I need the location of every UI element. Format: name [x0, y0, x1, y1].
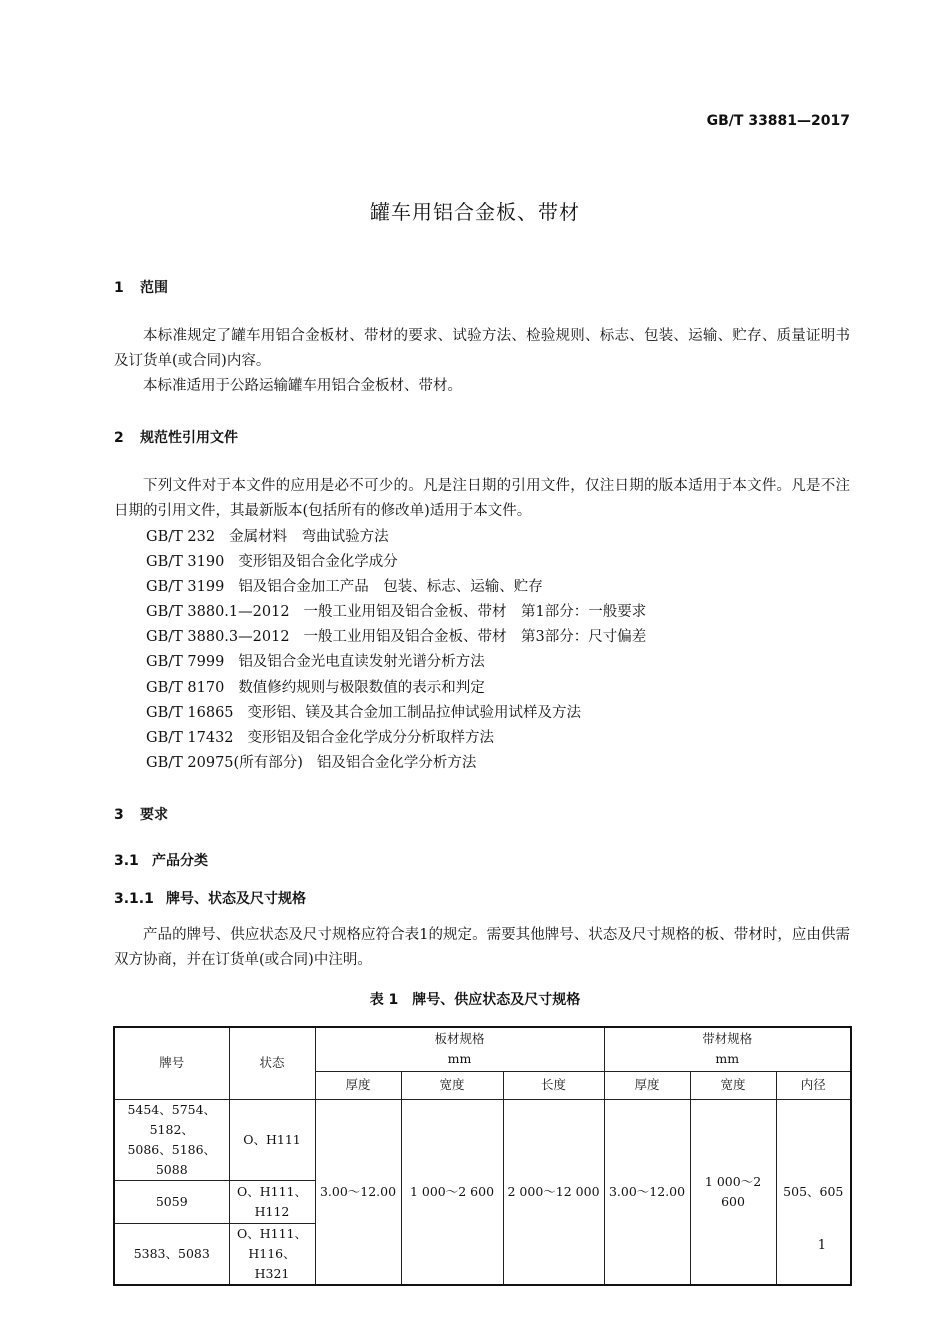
temper-line: H116、H321: [248, 1245, 296, 1281]
header-strip-width: 宽度: [690, 1071, 776, 1099]
reference-title: 变形铝、镁及其合金加工制品拉伸试验用试样及方法: [247, 704, 582, 721]
document-code: GB/T 33881—2017: [706, 113, 850, 129]
section-1-paragraph-1: 本标准规定了罐车用铝合金板材、带材的要求、试验方法、检验规则、标志、包装、运输、贮存、质量证明书及订货单(或合同)内容。: [114, 328, 850, 369]
header-strip-spec: [604, 1027, 851, 1071]
reference-item: [146, 676, 646, 701]
section-3-1-1-paragraph: 产品的牌号、供应状态及尺寸规格应符合表1的规定。需要其他牌号、状态及尺寸规格的板、带材时，应由供需双方协商，并在订货单(或合同)中注明。: [114, 927, 850, 968]
header-grade: 牌号: [114, 1027, 229, 1099]
section-number: 3.1.1: [114, 891, 154, 907]
reference-item: [146, 550, 646, 575]
reference-title: 变形铝及铝合金化学成分: [238, 554, 398, 571]
header-plate-width: 宽度: [401, 1071, 503, 1099]
section-number: 1: [114, 280, 124, 296]
section-title: 规范性引用文件: [140, 430, 238, 446]
reference-item: [146, 625, 646, 650]
temper-line: H112: [254, 1203, 290, 1219]
reference-item: [146, 575, 646, 600]
reference-item: [146, 751, 646, 776]
section-1-heading: [114, 277, 168, 297]
reference-item: [146, 600, 646, 625]
header-strip-label: 带材规格: [702, 1031, 753, 1047]
table-caption: 表 1 牌号、供应状态及尺寸规格: [369, 992, 581, 1008]
cell-temper: [229, 1223, 315, 1285]
section-title: 牌号、状态及尺寸规格: [166, 891, 306, 907]
cell-grade: 5383、5083: [114, 1223, 229, 1285]
reference-item: [146, 701, 646, 726]
section-2-intro: 下列文件对于本文件的应用是必不可少的。凡是注日期的引用文件，仅注日期的版本适用于本文件。凡是不注日期的引用文件，其最新版本(包括所有的修改单)适用于本文件。: [114, 478, 850, 519]
table-row: [114, 1099, 851, 1180]
reference-title: 变形铝及铝合金化学成分分析取样方法: [247, 729, 495, 746]
section-3-heading: [114, 804, 168, 824]
page-title: 罐车用铝合金板、带材: [370, 200, 580, 224]
reference-code: GB/T 3199: [146, 579, 225, 596]
section-number: 3: [114, 807, 124, 823]
section-number: 2: [114, 430, 124, 446]
cell-plate-length: 2 000～12 000: [503, 1099, 604, 1285]
reference-title: 铝及铝合金加工产品 包装、标志、运输、贮存: [238, 579, 543, 596]
header-plate-thickness: 厚度: [315, 1071, 401, 1099]
reference-title: 铝及铝合金化学分析方法: [316, 754, 477, 771]
reference-code: GB/T 16865: [146, 704, 234, 721]
temper-line: O、H111、: [236, 1225, 307, 1241]
section-3-1-1-heading: [114, 888, 306, 908]
cell-plate-thickness: 3.00～12.00: [315, 1099, 401, 1285]
cell-temper: [229, 1180, 315, 1223]
specification-table: [113, 1026, 852, 1286]
header-plate-spec: [315, 1027, 604, 1071]
section-1-paragraph-2: 本标准适用于公路运输罐车用铝合金板材、带材。: [143, 378, 462, 394]
reference-code: GB/T 8170: [146, 679, 225, 696]
reference-code: GB/T 3190: [146, 554, 225, 571]
section-3-1-heading: [114, 850, 208, 870]
reference-code: GB/T 3880.3—2012: [146, 629, 290, 646]
cell-grade: [114, 1099, 229, 1180]
normative-reference-list: [146, 525, 646, 776]
table-header-row: [114, 1027, 851, 1071]
reference-item: [146, 650, 646, 675]
reference-title: 数值修约规则与极限数值的表示和判定: [238, 679, 485, 696]
header-strip-thickness: 厚度: [604, 1071, 690, 1099]
header-temper: 状态: [229, 1027, 315, 1099]
temper-line: O、H111: [243, 1131, 301, 1147]
reference-item: [146, 525, 646, 550]
header-plate-label: 板材规格: [434, 1031, 485, 1047]
section-title: 产品分类: [152, 853, 208, 869]
header-plate-length: 长度: [503, 1071, 604, 1099]
reference-item: [146, 726, 646, 751]
section-2-heading: [114, 427, 238, 447]
section-title: 范围: [140, 280, 168, 296]
reference-code: GB/T 232: [146, 529, 216, 545]
section-number: 3.1: [114, 853, 139, 869]
reference-title: 金属材料 弯曲试验方法: [229, 529, 389, 545]
cell-strip-width: 1 000～2 600: [690, 1099, 776, 1285]
grade-line: 5086、5186、5088: [127, 1141, 217, 1177]
reference-code: GB/T 20975(所有部分): [146, 754, 303, 771]
cell-grade: 5059: [114, 1180, 229, 1223]
header-strip-inner-diameter: 内径: [776, 1071, 851, 1099]
cell-temper: [229, 1099, 315, 1180]
reference-code: GB/T 7999: [146, 654, 225, 671]
reference-title: 铝及铝合金光电直读发射光谱分析方法: [238, 654, 485, 671]
reference-code: GB/T 17432: [146, 729, 234, 746]
header-plate-unit: mm: [447, 1051, 472, 1067]
cell-strip-inner-diameter: 505、605: [776, 1099, 851, 1285]
grade-line: 5454、5754、5182、: [127, 1101, 217, 1137]
reference-code: GB/T 3880.1—2012: [146, 604, 290, 621]
reference-title: 一般工业用铝及铝合金板、带材 第3部分：尺寸偏差: [303, 629, 647, 646]
cell-strip-thickness: 3.00～12.00: [604, 1099, 690, 1285]
header-strip-unit: mm: [715, 1051, 740, 1067]
cell-plate-width: 1 000～2 600: [401, 1099, 503, 1285]
page-number: 1: [817, 1238, 826, 1253]
temper-line: O、H111、: [236, 1183, 307, 1199]
section-title: 要求: [140, 807, 168, 823]
reference-title: 一般工业用铝及铝合金板、带材 第1部分：一般要求: [303, 604, 647, 621]
